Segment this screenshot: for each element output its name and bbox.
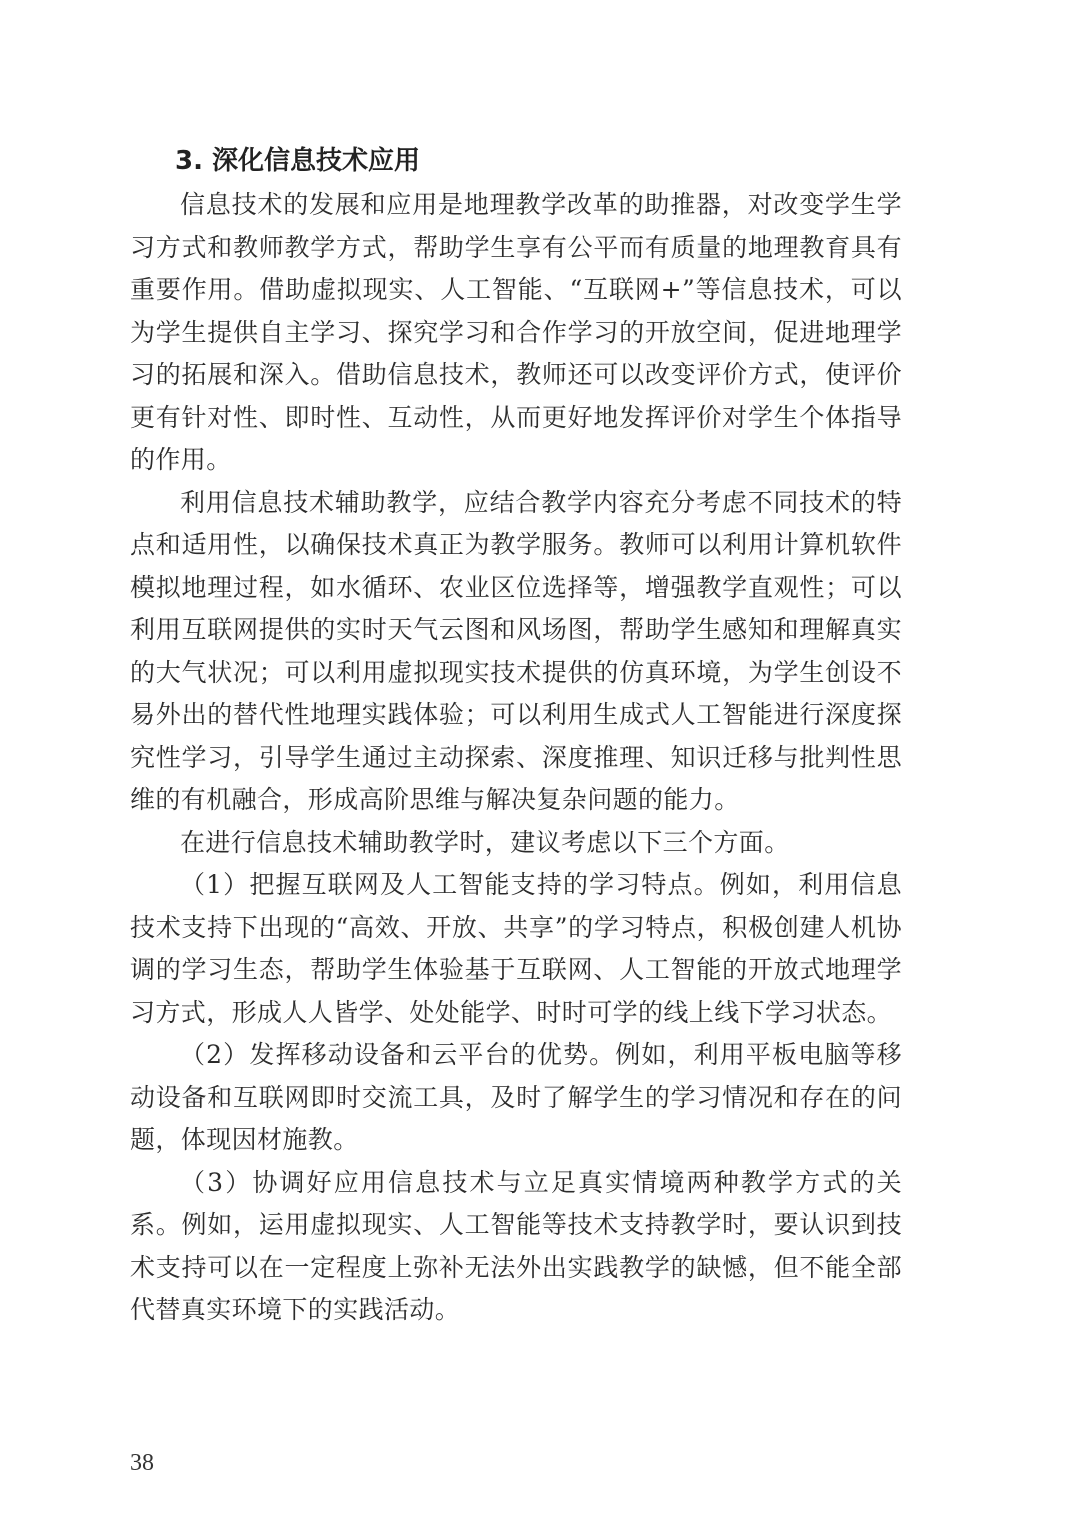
paragraph-item-3: （3）协调好应用信息技术与立足真实情境两种教学方式的关系。例如，运用虚拟现实、人工智能等技术支持教学时，要认识到技术支持可以在一定程度上弥补无法外出实践教学的缺憾，但不能全部代替真实环境下的实践活动。 <box>130 1167 902 1324</box>
paragraph-suggestions-lead: 在进行信息技术辅助教学时，建议考虑以下三个方面。 <box>180 827 790 857</box>
paragraph-intro: 信息技术的发展和应用是地理教学改革的助推器，对改变学生学习方式和教师教学方式，帮助学生享有公平而有质量的地理教育具有重要作用。借助虚拟现实、人工智能、“互联网+”等信息技术，可以为学生提供自主学习、探究学习和合作学习的开放空间，促进地理学习的拓展和深入。借助信息技术，教师还可以改变评价方式，使评价更有针对性、即时性、互动性，从而更好地发挥评价对学生个体指导的作用。 <box>130 190 902 474</box>
page-number: 38 <box>130 1450 154 1476</box>
section-heading: 3. 深化信息技术应用 <box>175 146 421 176</box>
paragraph-item-2: （2）发挥移动设备和云平台的优势。例如，利用平板电脑等移动设备和互联网即时交流工具，及时了解学生的学习情况和存在的问题，体现因材施教。 <box>130 1040 902 1154</box>
paragraph-item-1: （1）把握互联网及人工智能支持的学习特点。例如，利用信息技术支持下出现的“高效、开放、共享”的学习特点，积极创建人机协调的学习生态，帮助学生体验基于互联网、人工智能的开放式地理学习方式，形成人人皆学、处处能学、时时可学的线上线下学习状态。 <box>130 870 902 1027</box>
body-text <box>130 138 902 1332</box>
paragraph-usage: 利用信息技术辅助教学，应结合教学内容充分考虑不同技术的特点和适用性，以确保技术真正为教学服务。教师可以利用计算机软件模拟地理过程，如水循环、农业区位选择等，增强教学直观性；可以利用互联网提供的实时天气云图和风场图，帮助学生感知和理解真实的大气状况；可以利用虚拟现实技术提供的仿真环境，为学生创设不易外出的替代性地理实践体验；可以利用生成式人工智能进行深度探究性学习，引导学生通过主动探索、深度推理、知识迁移与批判性思维的有机融合，形成高阶思维与解决复杂问题的能力。 <box>130 487 902 814</box>
